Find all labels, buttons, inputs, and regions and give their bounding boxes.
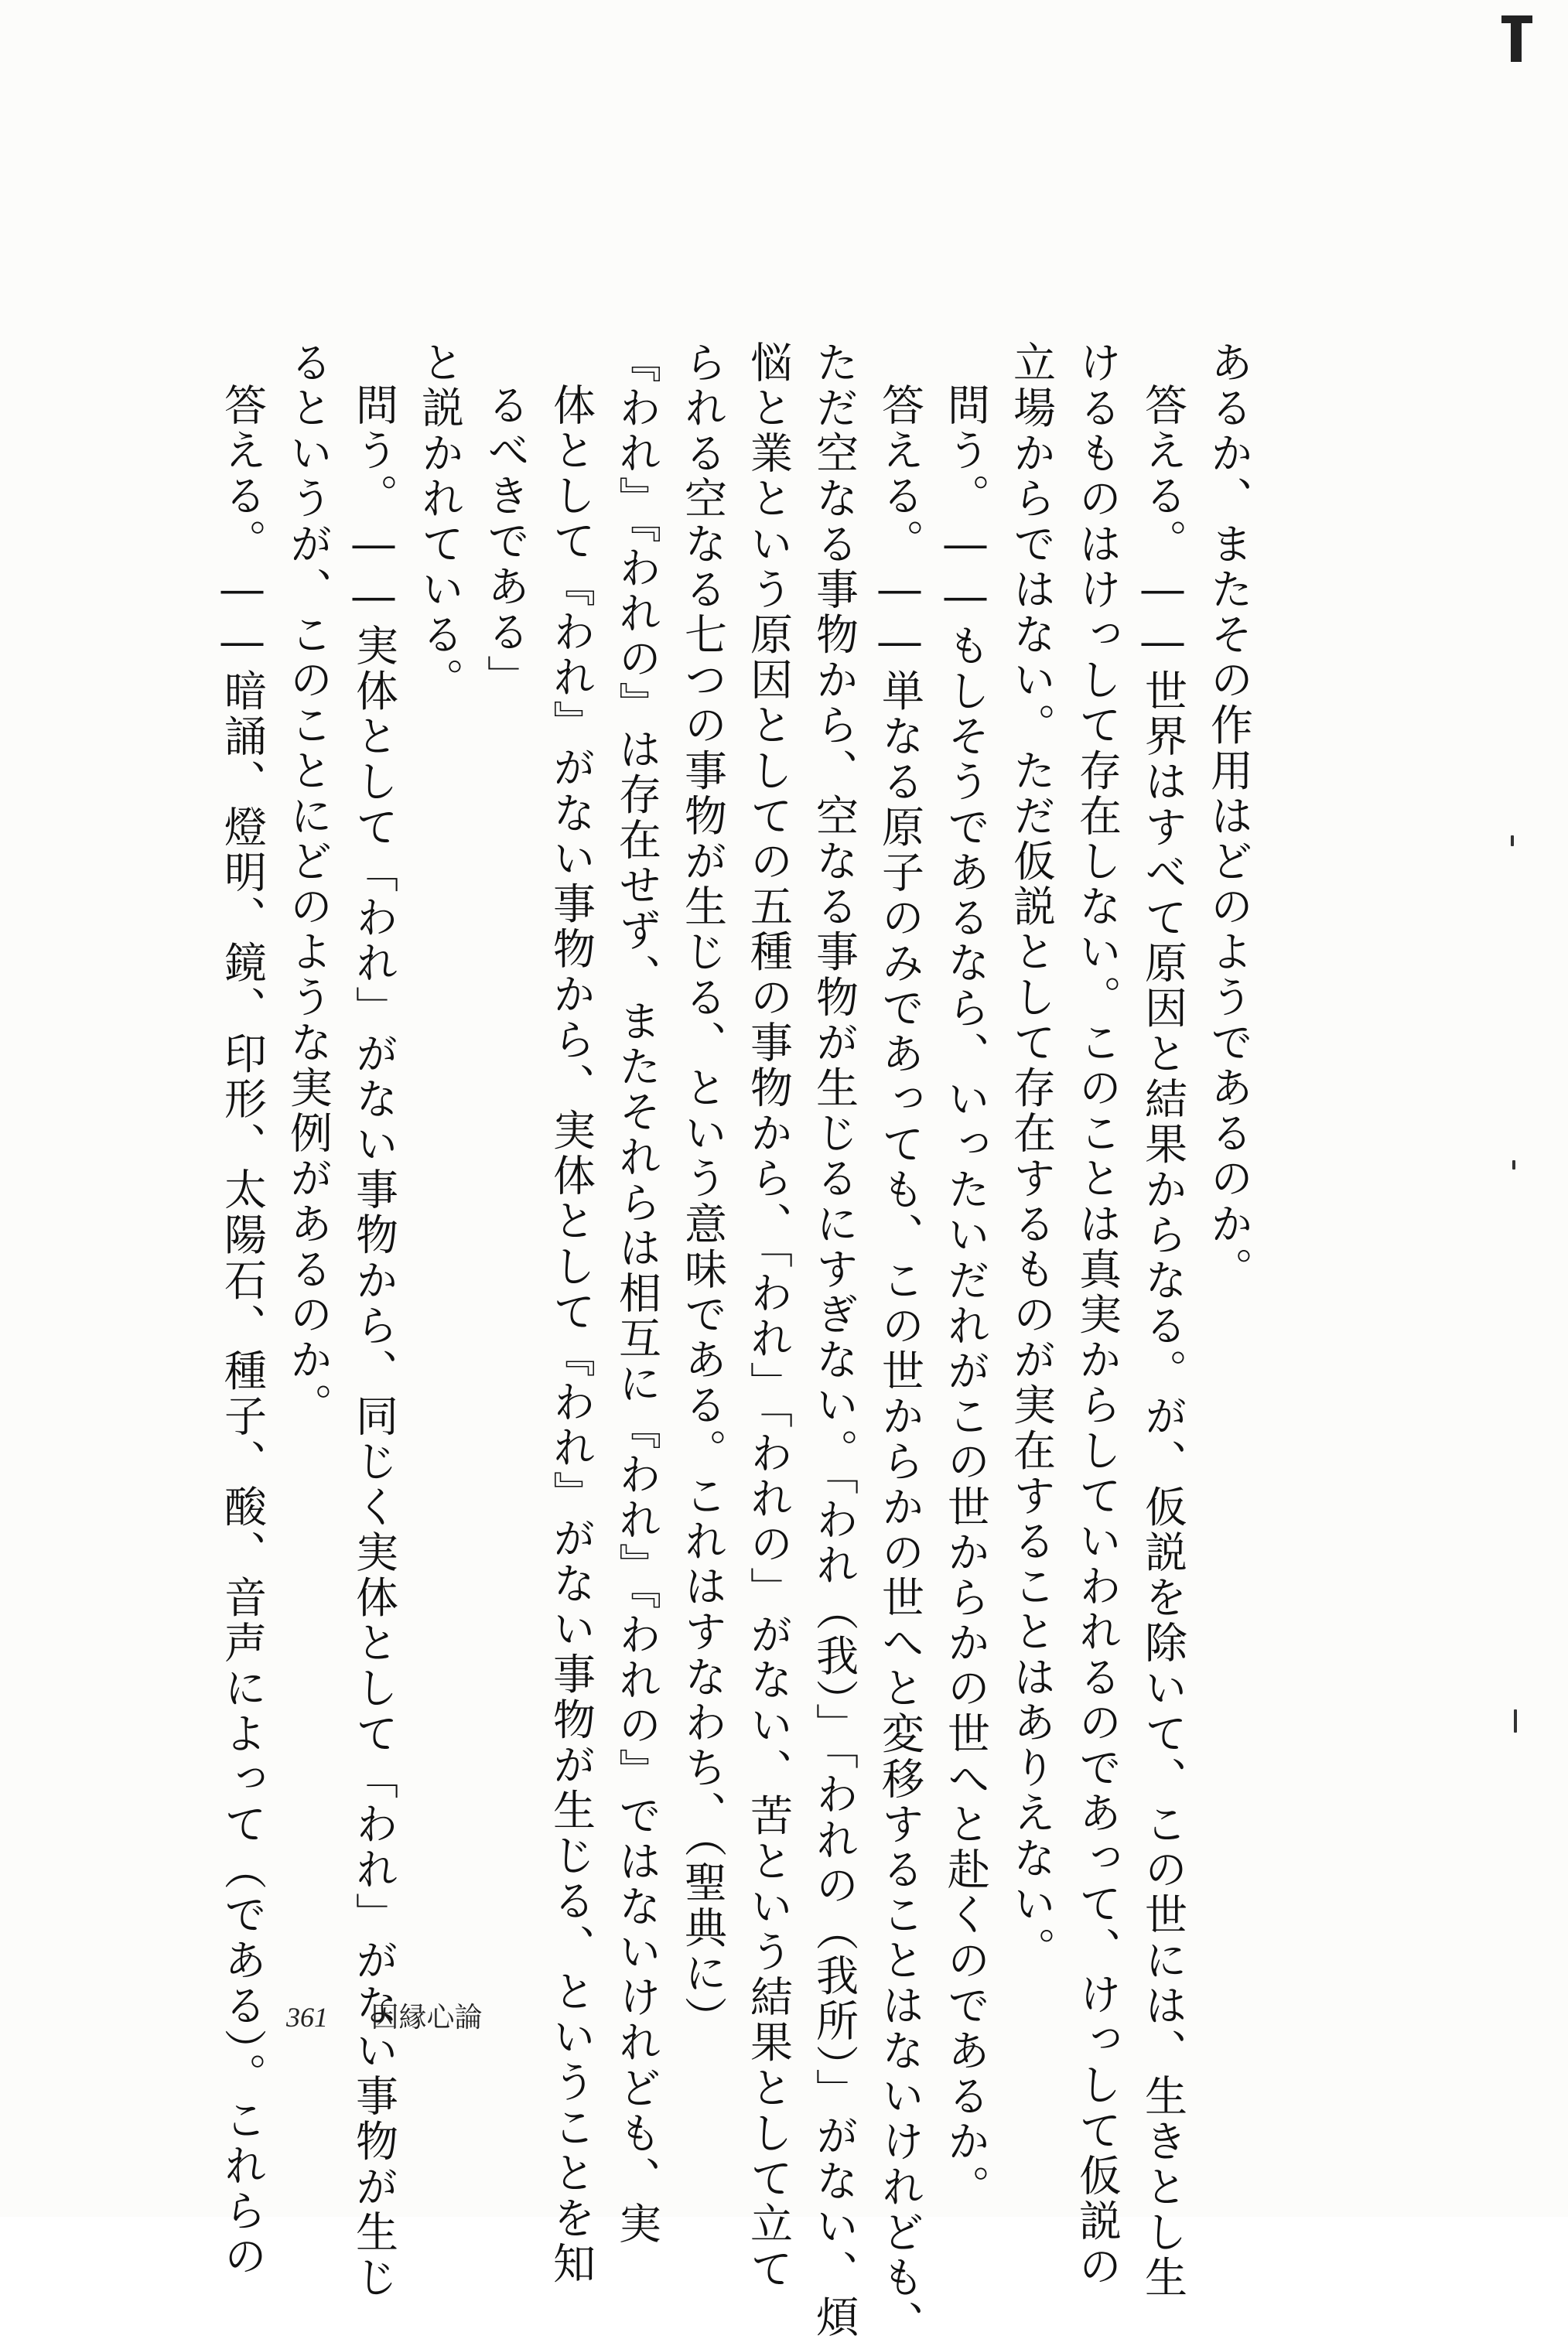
page-number: 361	[286, 2002, 328, 2033]
text-line: 問う。――もしそうであるなら、いったいだれがこの世からかの世へと赴くのであるか。	[941, 383, 990, 2210]
scan-speck	[1511, 835, 1514, 846]
text-line: るべきである」	[480, 383, 530, 701]
text-line: ただ空なる事物から、空なる事物が生じるにすぎない。「われ（我）」「われの（我所）」がない、煩	[809, 340, 859, 2341]
text-line: 問う。――実体として「われ」がない事物から、同じく実体として「われ」がない事物が生じ	[349, 383, 398, 2301]
text-line: 立場からではない。ただ仮説として存在するものが実在することはありえない。	[1006, 340, 1056, 1972]
running-head: 因縁心論	[371, 2002, 483, 2034]
text-line: 答える。――世界はすべて原因と結果からなる。が、仮説を除いて、この世には、生きとし生	[1138, 383, 1187, 2301]
text-line: 悩と業という原因としての五種の事物から、「われ」「われの」がない、苦という結果として立て	[743, 340, 793, 2293]
text-line: るというが、このことにどのような実例があるのか。	[283, 340, 333, 1429]
scan-speck	[1512, 1160, 1515, 1170]
scan-edge-mark-bar	[1501, 15, 1532, 23]
text-line: 答える。――暗誦、燈明、鏡、印形、太陽石、種子、酸、音声によって（である）。これらの	[217, 383, 267, 2279]
page-footer	[286, 1996, 482, 2035]
text-line: と説かれている。	[415, 340, 464, 703]
text-line: られる空なる七つの事物が生じる、という意味である。これはすなわち、（聖典に）	[678, 340, 727, 2042]
text-line: けるものはけっして存在しない。このことは真実からしていわれるのであって、けっして仮説の	[1072, 340, 1122, 2290]
scan-speck	[1514, 1709, 1517, 1733]
text-line: 答える。――単なる原子のみであっても、この世からかの世へと変移することはないけれども、	[875, 383, 924, 2346]
text-line: あるか、またその作用はどのようであるのか。	[1204, 340, 1253, 1293]
text-line: 『われ』『われの』は存在せず、またそれらは相互に『われ』『われの』ではないけれども、実	[612, 340, 661, 2247]
text-line: 体として『われ』がない事物から、実体として『われ』がない事物が生じる、ということを知	[546, 383, 596, 2287]
